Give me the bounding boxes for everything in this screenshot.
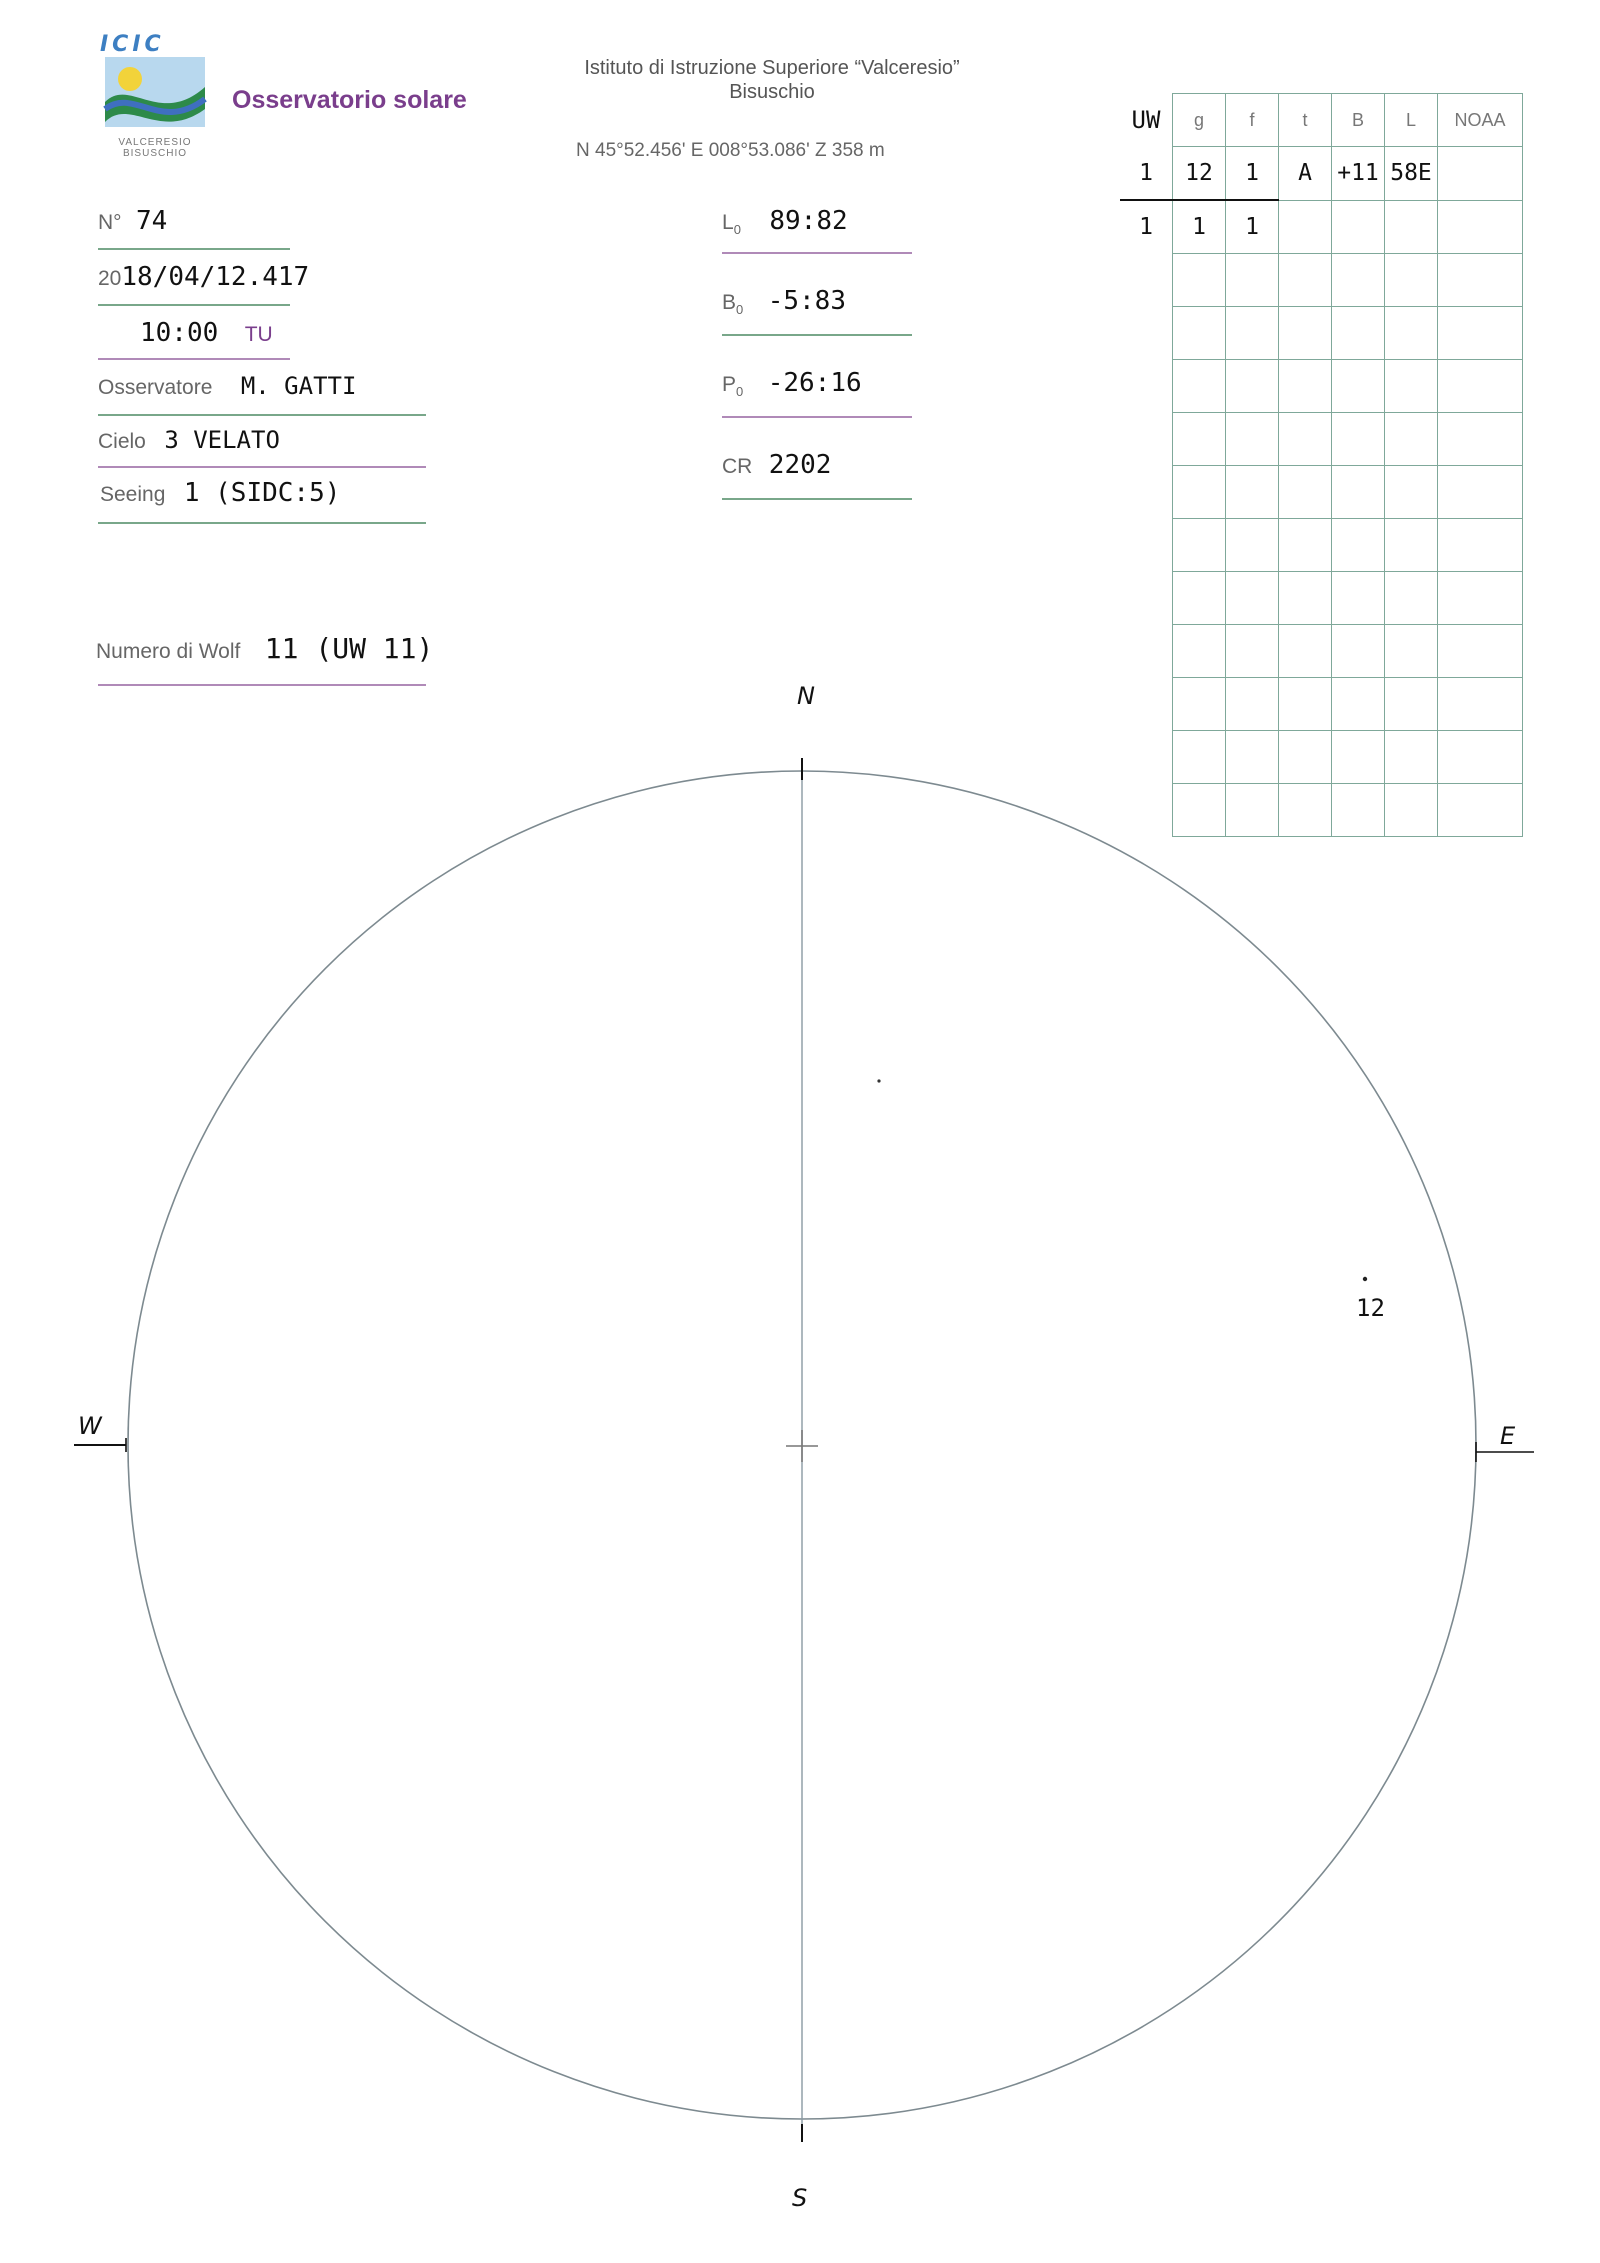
- cr-label: CR: [722, 455, 753, 478]
- sky-value: 3 VELATO: [164, 426, 280, 454]
- table-cell: L: [1385, 94, 1438, 147]
- b0-label: $B_0$: [722, 291, 744, 318]
- table-cell: g: [1173, 94, 1226, 147]
- site-coordinates: N 45°52.456' E 008°53.086' Z 358 m: [576, 140, 885, 161]
- cr-value: 2202: [768, 450, 832, 480]
- l0-value: 89:82: [769, 206, 848, 236]
- logo-caption-1: VALCERESIO: [118, 137, 192, 148]
- group-label: 12: [1356, 1294, 1385, 1322]
- l0-label: $L_0$: [722, 211, 741, 238]
- time-unit: TU: [244, 323, 273, 346]
- logo-caption-2: BISUSCHIO: [122, 148, 187, 159]
- time-value: 10:00: [140, 318, 219, 348]
- table-cell: A: [1279, 147, 1332, 201]
- table-cell: 1: [1120, 147, 1173, 201]
- table-cell: NOAA: [1438, 94, 1523, 147]
- seeing-value: 1 (SIDC:5): [183, 478, 341, 508]
- seeing-label: Seeing: [100, 483, 166, 506]
- table-cell: 12: [1173, 147, 1226, 201]
- observer-value: M. GATTI: [240, 372, 357, 400]
- date-prefix: 20: [98, 267, 122, 290]
- table-cell: 1: [1120, 200, 1173, 254]
- p0-label: $P_0$: [722, 373, 744, 400]
- table-cell: B: [1332, 94, 1385, 147]
- west-label: W: [78, 1412, 102, 1440]
- date-value: 18/04/12.417: [121, 262, 310, 292]
- east-label: E: [1500, 1422, 1516, 1450]
- south-label: S: [792, 2184, 808, 2212]
- north-label: N: [797, 682, 815, 710]
- table-cell: 1: [1173, 200, 1226, 254]
- sunspot-dot: [1363, 1277, 1367, 1281]
- sky-label: Cielo: [98, 430, 146, 453]
- table-cell: UW: [1131, 106, 1161, 134]
- wolf-label: Numero di Wolf: [96, 640, 241, 663]
- table-cell: 1: [1226, 147, 1279, 201]
- table-cell: 1: [1226, 200, 1279, 254]
- b0-value: -5:83: [767, 286, 846, 316]
- observer-label: Osservatore: [98, 376, 213, 399]
- observatory-title: Osservatorio solare: [232, 86, 467, 114]
- number-label: N°: [98, 211, 122, 234]
- table-cell: f: [1226, 94, 1279, 147]
- institute-line-1: Istituto di Istruzione Superiore “Valceresio”: [584, 57, 960, 79]
- table-cell: 58E: [1385, 147, 1438, 201]
- institute-line-2: Bisuschio: [729, 81, 815, 103]
- number-value: 74: [136, 206, 168, 236]
- speck: [877, 1079, 880, 1082]
- table-cell: +11: [1332, 147, 1385, 201]
- logo-wordmark: ICIC: [100, 32, 165, 57]
- wolf-value: 11 (UW 11): [264, 632, 434, 665]
- table-cell: t: [1279, 94, 1332, 147]
- p0-value: -26:16: [767, 368, 862, 398]
